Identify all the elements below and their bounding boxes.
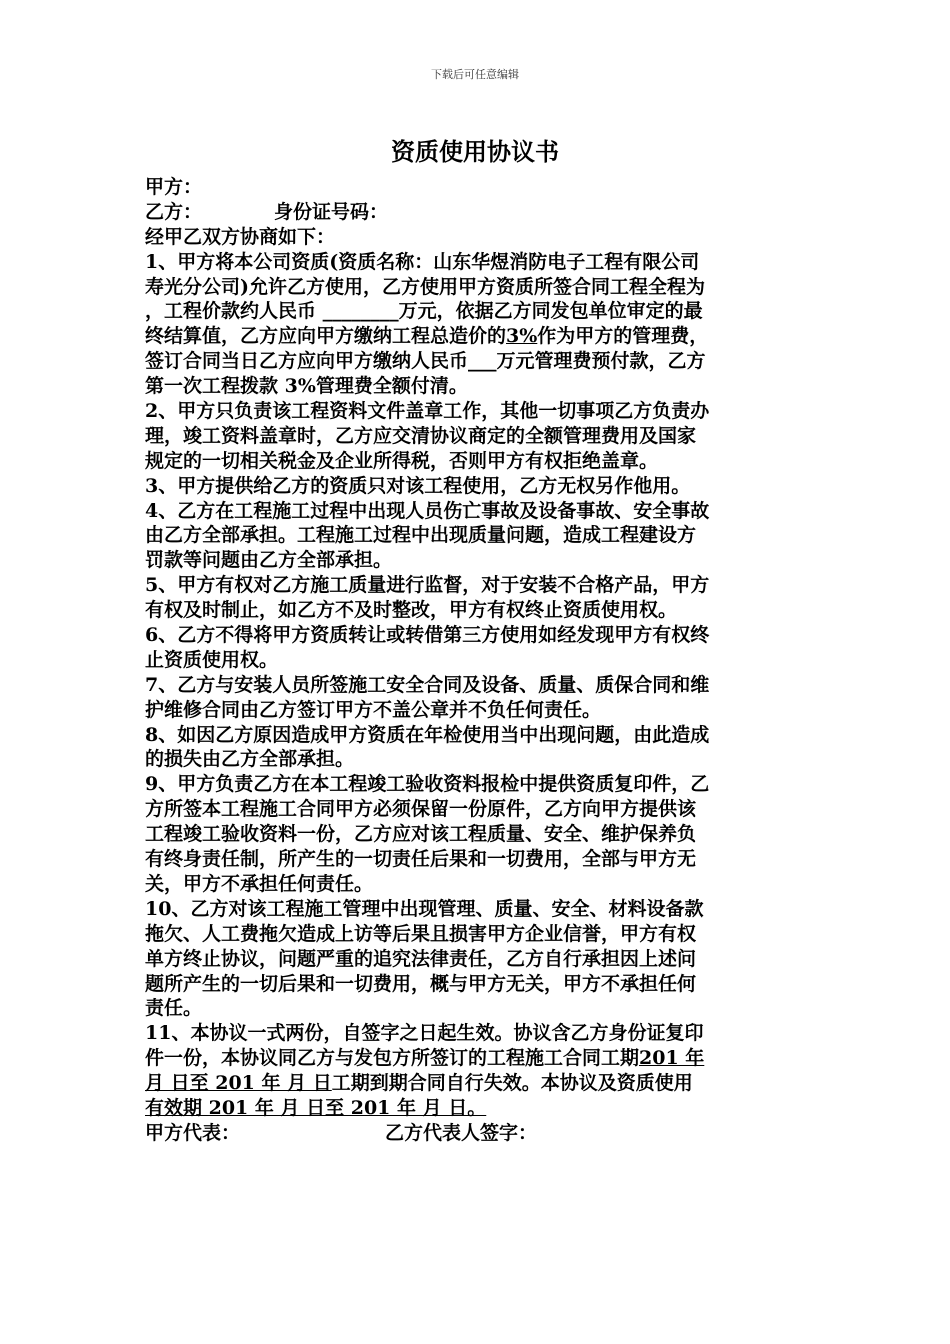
signature-line bbox=[145, 1121, 813, 1146]
clause-line: 规定的一切相关税金及企业所得税，否则甲方有权拒绝盖章。 bbox=[145, 449, 659, 472]
clause-line bbox=[145, 1046, 813, 1071]
party-b-rep-label: 乙方代表人签字： bbox=[385, 1121, 538, 1144]
term-year: 201 年 bbox=[639, 1047, 705, 1070]
document-title: 资质使用协议书 bbox=[391, 137, 559, 166]
clause-line: 6、乙方不得将甲方资质转让或转借第三方使用如经发现甲方有权终 bbox=[145, 624, 710, 647]
party-a-line bbox=[145, 175, 813, 200]
clause-line: 2、甲方只负责该工程资料文件盖章工作，其他一切事项乙方负责办 bbox=[145, 400, 710, 423]
clause-line: 关，甲方不承担任何责任。 bbox=[145, 872, 374, 895]
clause-line: 理，竣工资料盖章时，乙方应交清协议商定的全额管理费用及国家 bbox=[145, 424, 697, 447]
clause-line: 4、乙方在工程施工过程中出现人员伤亡事故及设备事故、安全事故 bbox=[145, 499, 710, 522]
clause-line: 有权及时制止，如乙方不及时整改，甲方有权终止资质使用权。 bbox=[145, 599, 678, 622]
party-b-line bbox=[145, 200, 813, 225]
clause-line: 9、甲方负责乙方在本工程竣工验收资料报检中提供资质复印件，乙 bbox=[145, 773, 710, 796]
clause-line: 1、甲方将本公司资质(资质名称：山东华煜消防电子工程有限公司 bbox=[145, 250, 700, 273]
party-a-label: 甲方： bbox=[145, 176, 203, 198]
clause-line: 拖欠、人工费拖欠造成上访等后果且损害甲方企业信誉，甲方有权 bbox=[145, 922, 697, 945]
party-a-rep-label: 甲方代表： bbox=[145, 1121, 241, 1144]
intro-line: 经甲乙双方协商如下： bbox=[145, 225, 336, 248]
clause-line: 3、甲方提供给乙方的资质只对该工程使用，乙方无权另作他用。 bbox=[145, 474, 691, 497]
clause-text: 件一份，本协议同乙方与发包方所签订的工程施工合同工期 bbox=[145, 1047, 640, 1070]
clause-line: 责任。 bbox=[145, 997, 203, 1020]
clause-text: 工期到期合同自行失效。本协议及资质使用 bbox=[331, 1072, 693, 1095]
clause-line bbox=[145, 324, 813, 349]
clause-line: 有终身责任制，所产生的一切责任后果和一切费用，全部与甲方无 bbox=[145, 848, 697, 871]
clause-line bbox=[145, 1096, 813, 1121]
clause-line: 由乙方全部承担。工程施工过程中出现质量问题，造成工程建设方 bbox=[145, 524, 697, 547]
clause-line: 8、如因乙方原因造成甲方资质在年检使用当中出现问题，由此造成 bbox=[145, 723, 710, 746]
clause-line: 止资质使用权。 bbox=[145, 648, 279, 671]
document-body bbox=[145, 175, 813, 1146]
clause-line: 方所签本工程施工合同甲方必须保留一份原件，乙方向甲方提供该 bbox=[145, 798, 697, 821]
party-b-label: 乙方： bbox=[145, 200, 203, 223]
id-number-label: 身份证号码： bbox=[274, 200, 389, 223]
fee-percent: 3% bbox=[506, 325, 538, 348]
clause-line: 10、乙方对该工程施工管理中出现管理、质量、安全、材料设备款 bbox=[145, 897, 704, 920]
clause-line: 的损失由乙方全部承担。 bbox=[145, 748, 355, 771]
clause-line: 罚款等问题由乙方全部承担。 bbox=[145, 549, 393, 572]
validity-period: 有效期 201 年 月 日至 201 年 月 日。 bbox=[145, 1096, 487, 1119]
clause-line: 护维修合同由乙方签订甲方不盖公章并不负任何责任。 bbox=[145, 698, 602, 721]
clause-line: 单方终止协议，问题严重的追究法律责任，乙方自行承担因上述问 bbox=[145, 947, 697, 970]
clause-text: 终结算值，乙方应向甲方缴纳工程总造价的 bbox=[145, 325, 507, 348]
clause-line bbox=[145, 1071, 813, 1096]
header-note: 下载后可任意编辑 bbox=[431, 68, 519, 81]
clause-line: 题所产生的一切后果和一切费用，概与甲方无关，甲方不承担任何 bbox=[145, 972, 697, 995]
clause-line: 寿光分公司)允许乙方使用，乙方使用甲方资质所签合同工程全程为 bbox=[145, 275, 705, 298]
clause-line: 5、甲方有权对乙方施工质量进行监督，对于安装不合格产品，甲方 bbox=[145, 574, 710, 597]
clause-line: 工程竣工验收资料一份，乙方应对该工程质量、安全、维护保养负 bbox=[145, 823, 697, 846]
clause-line: 第一次工程拨款 3%管理费全额付清。 bbox=[145, 375, 468, 398]
clause-line: 11、本协议一式两份，自签字之日起生效。协议含乙方身份证复印 bbox=[145, 1022, 704, 1045]
clause-line: 签订合同当日乙方应向甲方缴纳人民币___万元管理费预付款，乙方 bbox=[145, 350, 706, 373]
clause-text: 作为甲方的管理费， bbox=[537, 325, 709, 348]
clause-line: ，工程价款约人民币 ________万元，依据乙方同发包单位审定的最 bbox=[145, 300, 703, 323]
term-dates: 月 日至 201 年 月 日 bbox=[145, 1072, 332, 1095]
clause-line: 7、乙方与安装人员所签施工安全合同及设备、质量、质保合同和维 bbox=[145, 673, 710, 696]
